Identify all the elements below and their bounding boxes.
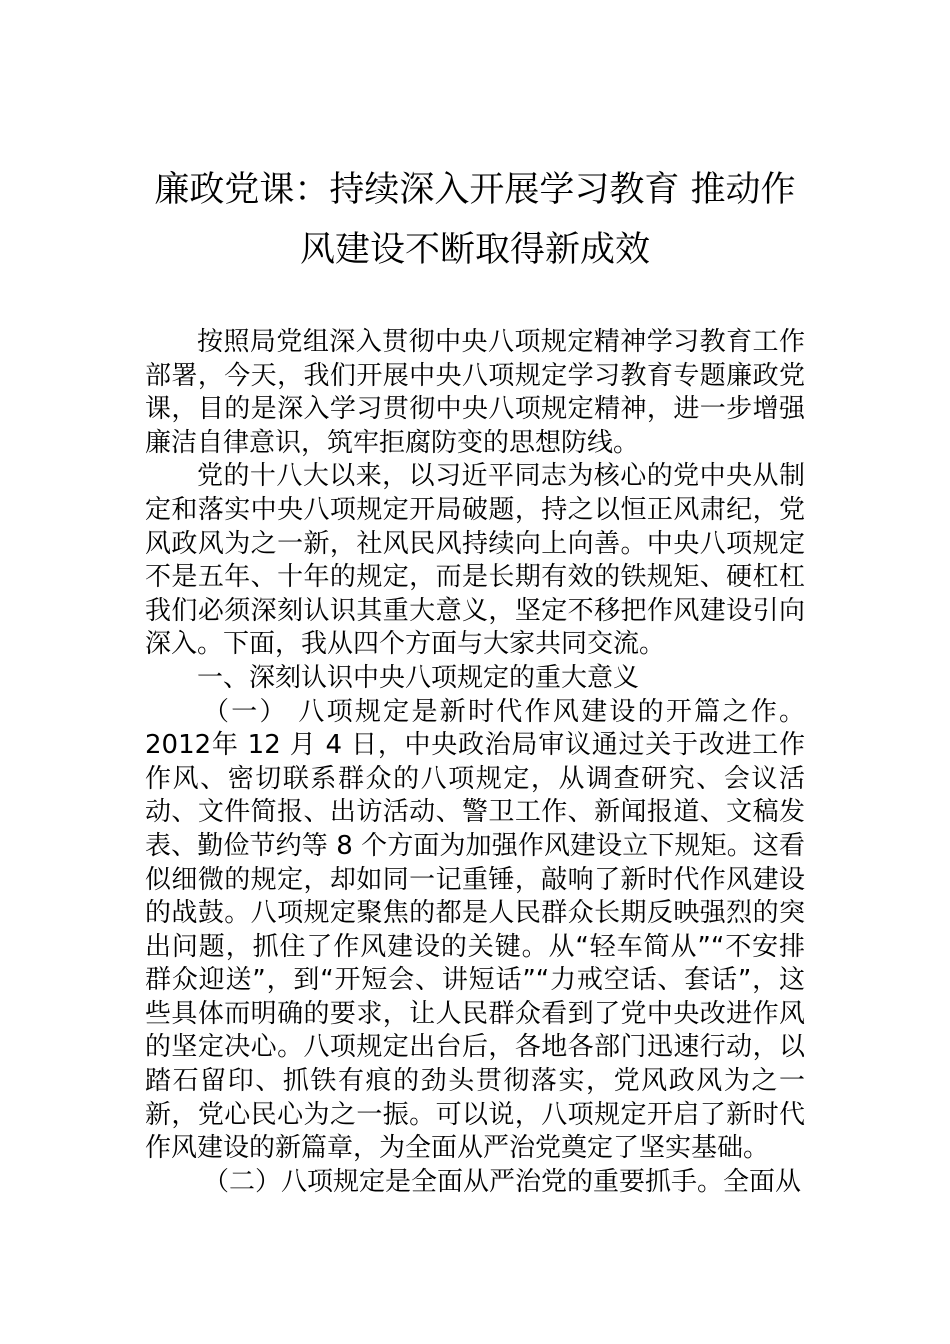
subsection-2-paragraph: （二）八项规定是全面从严治党的重要抓手。全面从: [203, 1166, 802, 1197]
subsection-1-paragraph: （一） 八项规定是新时代作风建设的开篇之作。2012年 12 月 4 日，中央政治局审议通过关于改进工作作风、密切联系群众的八项规定，从调查研究、会议活动、文件简报、出访活动、警卫工作、新闻报道、文稿发表、勤俭节约等 8 个方面为加强作风建设立下规矩。这看似细微的规定，却如同一记重锤，敲响了新时代作风建设的战鼓。八项规定聚焦的都是人民群众长期反映强烈的突出问题，抓住了作风建设的关键。从“轻车简从”“不安排群众迎送”，到“开短会、讲短话”“力戒空话、套话”，这些具体而明确的要求，让人民群众看到了党中央改进作风的坚定决心。八项规定出台后，各地各部门迅速行动，以踏石留印、抓铁有痕的劲头贯彻落实，党风政风为之一新，党心民心为之一振。可以说，八项规定开启了新时代作风建设的新篇章，为全面从严治党奠定了坚实基础。: [145, 696, 805, 1164]
paragraph-intro: 按照局党组深入贯彻中央八项规定精神学习教育工作部署，今天，我们开展中央八项规定学习教育专题廉政党课，目的是深入学习贯彻中央八项规定精神，进一步增强廉洁自律意识，筑牢拒腐防变的思想防线。: [145, 327, 805, 458]
paragraph-background: 党的十八大以来，以习近平同志为核心的党中央从制定和落实中央八项规定开局破题，持之以恒正风肃纪，党风政风为之一新，社风民风持续向上向善。中央八项规定不是五年、十年的规定，而是长期有效的铁规矩、硬杠杠我们必须深刻认识其重大意义，坚定不移把作风建设引向深入。下面，我从四个方面与大家共同交流。: [145, 461, 805, 660]
section-heading: 一、深刻认识中央八项规定的重大意义: [197, 662, 640, 693]
document-title: 廉政党课：持续深入开展学习教育 推动作风建设不断取得新成效: [154, 170, 796, 270]
document-body: [145, 326, 805, 1199]
